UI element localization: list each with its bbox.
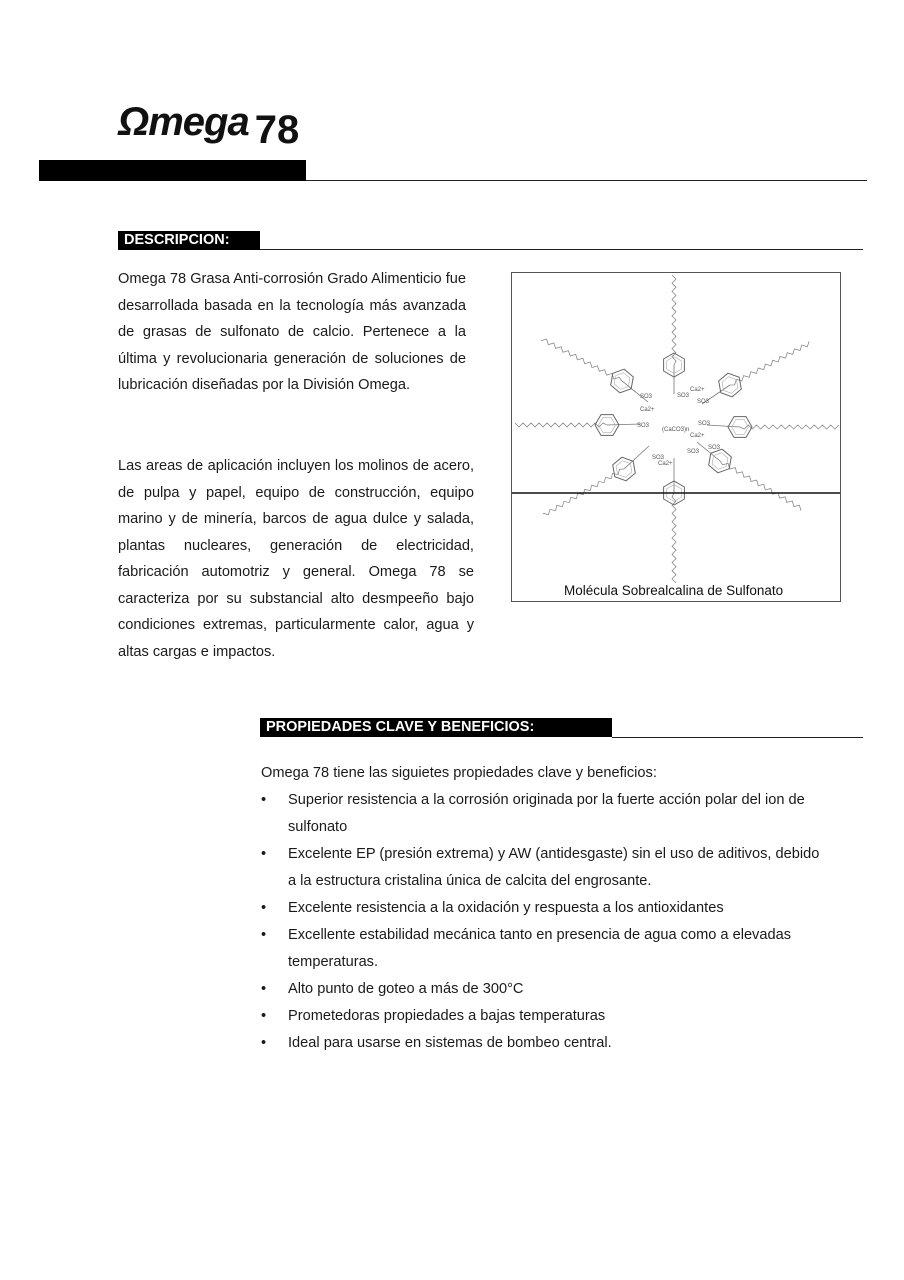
svg-text:SO3: SO3: [697, 399, 710, 405]
benefit-text: Excelente EP (presión extrema) y AW (antidesgaste) sin el uso de aditivos, debido a la estructura cristalina única de calcita del engrosante.: [288, 846, 820, 889]
benefits-section: [261, 760, 821, 1057]
benefit-item: [261, 895, 821, 922]
logo-number: 78: [254, 108, 300, 152]
svg-text:SO3: SO3: [687, 449, 700, 455]
benefits-list: [261, 787, 821, 1057]
propiedades-rule: [612, 737, 863, 738]
benefit-item: [261, 841, 821, 895]
svg-text:(CaCO3)n: (CaCO3)n: [662, 427, 690, 433]
propiedades-heading: PROPIEDADES CLAVE Y BENEFICIOS:: [260, 718, 612, 737]
descripcion-paragraph-2: Las areas de aplicación incluyen los molinos de acero, de pulpa y papel, equipo de construcción, equipo marino y de minería, barcos de agua dulce y salada, plantas nucleares, generación de electricidad, fabricación automotriz y general. Omega 78 se caracteriza por su substancial alto desmpeeño bajo condiciones extremas, particularmente calor, agua y altas cargas e impactos.: [118, 458, 474, 660]
header-black-bar: [39, 160, 306, 181]
figure-caption: Molécula Sobrealcalina de Sulfonato: [564, 583, 784, 598]
benefit-item: [261, 1030, 821, 1057]
svg-text:SO3: SO3: [640, 394, 653, 400]
benefit-text: Ideal para usarse en sistemas de bombeo central.: [288, 1035, 612, 1051]
benefits-intro: Omega 78 tiene las siguietes propiedades clave y beneficios:: [261, 765, 657, 781]
bullet-icon: •: [261, 1008, 267, 1024]
header-rule: [306, 180, 867, 181]
benefit-item: [261, 1003, 821, 1030]
molecule-figure: [511, 272, 841, 602]
svg-text:Ca2+: Ca2+: [690, 433, 705, 439]
bullet-icon: •: [261, 1035, 267, 1051]
svg-text:SO3: SO3: [708, 445, 721, 451]
descripcion-heading: DESCRIPCION:: [118, 231, 260, 250]
bullet-icon: •: [261, 927, 267, 943]
benefit-item: [261, 787, 821, 841]
benefit-text: Alto punto de goteo a más de 300°C: [288, 981, 524, 997]
bullet-icon: •: [261, 900, 267, 916]
benefit-text: Prometedoras propiedades a bajas temperaturas: [288, 1008, 606, 1024]
svg-text:Ca2+: Ca2+: [658, 461, 673, 467]
benefit-item: [261, 922, 821, 976]
svg-text:Ca2+: Ca2+: [690, 387, 705, 393]
logo-omega-text: Ωmega: [118, 100, 249, 144]
benefit-item: [261, 976, 821, 1003]
svg-text:SO3: SO3: [637, 423, 650, 429]
svg-text:SO3: SO3: [652, 455, 665, 461]
benefit-text: Superior resistencia a la corrosión originada por la fuerte acción polar del ion de sulfonato: [288, 792, 805, 835]
svg-text:SO3: SO3: [677, 393, 690, 399]
benefit-text: Excelente resistencia a la oxidación y respuesta a los antioxidantes: [288, 900, 724, 916]
bullet-icon: •: [261, 981, 267, 997]
svg-text:SO3: SO3: [698, 421, 711, 427]
benefit-text: Excellente estabilidad mecánica tanto en presencia de agua como a elevadas temperaturas.: [288, 927, 791, 970]
bullet-icon: •: [261, 792, 267, 808]
descripcion-paragraph-1: Omega 78 Grasa Anti-corrosión Grado Alimenticio fue desarrollada basada en la tecnología más avanzada de grasas de sulfonato de calcio. Pertenece a la última y revolucionaria generación de soluciones de lubricación diseñadas por la División Omega.: [118, 271, 466, 393]
omega-78-logo: [118, 100, 300, 152]
bullet-icon: •: [261, 846, 267, 862]
sulfonate-molecule-diagram: [512, 273, 841, 602]
descripcion-rule: [260, 249, 863, 250]
svg-text:Ca2+: Ca2+: [640, 407, 655, 413]
